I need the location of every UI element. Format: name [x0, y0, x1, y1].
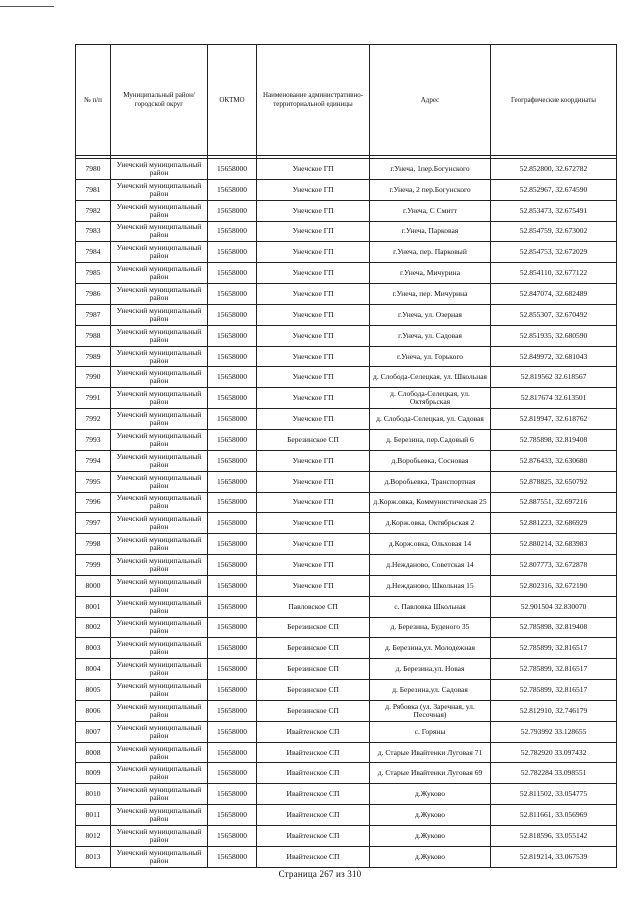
- row-number: 8008: [76, 742, 111, 763]
- table-row: [76, 409, 617, 430]
- row-number: 7997: [76, 513, 111, 534]
- row-coordinates: 52.782284 33.098551: [491, 763, 617, 784]
- row-number: 7980: [76, 159, 111, 180]
- row-address: г.Унеча, С Смитт: [370, 200, 491, 221]
- row-address: г.Унеча, ул. Горького: [370, 346, 491, 367]
- row-oktmo: 15658000: [208, 367, 257, 388]
- table-header-row: [76, 45, 617, 156]
- row-coordinates: 52.853473, 32.675491: [491, 200, 617, 221]
- row-address: д. Слобода-Селецкая, ул. Школьная: [370, 367, 491, 388]
- row-number: 7987: [76, 304, 111, 325]
- row-admin-unit: Унечское ГП: [257, 513, 370, 534]
- table-row: [76, 284, 617, 305]
- header-address: Адрес: [370, 45, 491, 156]
- table-row: [76, 575, 617, 596]
- row-address: д.Жуково: [370, 826, 491, 847]
- table-body: [76, 159, 617, 868]
- row-number: 7981: [76, 179, 111, 200]
- row-address: г.Унеча, 2 пер.Богунского: [370, 179, 491, 200]
- row-coordinates: 52.819562 32.618567: [491, 367, 617, 388]
- row-municipality: Унечский муниципальный район: [111, 409, 208, 430]
- table-row: [76, 721, 617, 742]
- row-oktmo: 15658000: [208, 805, 257, 826]
- row-address: д. Рябовка (ул. Заречная, ул. Песочная): [370, 700, 491, 721]
- row-oktmo: 15658000: [208, 846, 257, 867]
- row-admin-unit: Березинское СП: [257, 700, 370, 721]
- row-oktmo: 15658000: [208, 721, 257, 742]
- row-municipality: Унечский муниципальный район: [111, 429, 208, 450]
- row-coordinates: 52.802316, 32.672190: [491, 575, 617, 596]
- row-oktmo: 15658000: [208, 450, 257, 471]
- row-admin-unit: Унечское ГП: [257, 242, 370, 263]
- row-coordinates: 52.812910, 32.746179: [491, 700, 617, 721]
- row-number: 7983: [76, 221, 111, 242]
- row-admin-unit: Ивайтенское СП: [257, 763, 370, 784]
- header-municipality: Муниципальный район/городской округ: [111, 45, 208, 156]
- row-oktmo: 15658000: [208, 763, 257, 784]
- row-municipality: Унечский муниципальный район: [111, 555, 208, 576]
- row-address: д.Жуково: [370, 805, 491, 826]
- row-coordinates: 52.852967, 32.674590: [491, 179, 617, 200]
- row-municipality: Унечский муниципальный район: [111, 304, 208, 325]
- row-number: 7988: [76, 325, 111, 346]
- table-row: [76, 200, 617, 221]
- table-row: [76, 179, 617, 200]
- table-row: [76, 700, 617, 721]
- row-municipality: Унечский муниципальный район: [111, 492, 208, 513]
- row-number: 7996: [76, 492, 111, 513]
- row-oktmo: 15658000: [208, 575, 257, 596]
- row-coordinates: 52.880214, 32.683983: [491, 534, 617, 555]
- header-coordinates: Географические координаты: [491, 45, 617, 156]
- row-admin-unit: Ивайтенское СП: [257, 742, 370, 763]
- row-address: д. Старые Ивайтенки Луговая 71: [370, 742, 491, 763]
- row-municipality: Унечский муниципальный район: [111, 700, 208, 721]
- row-oktmo: 15658000: [208, 159, 257, 180]
- row-coordinates: 52.878825, 32.650792: [491, 471, 617, 492]
- row-coordinates: 52.819947, 32.618762: [491, 409, 617, 430]
- row-oktmo: 15658000: [208, 263, 257, 284]
- row-municipality: Унечский муниципальный район: [111, 325, 208, 346]
- row-admin-unit: Унечское ГП: [257, 471, 370, 492]
- table-row: [76, 471, 617, 492]
- row-number: 7989: [76, 346, 111, 367]
- row-coordinates: 52.811502, 33.054775: [491, 784, 617, 805]
- row-number: 8001: [76, 596, 111, 617]
- row-address: г.Унеча, Мичурина: [370, 263, 491, 284]
- registry-table: [75, 44, 617, 868]
- row-oktmo: 15658000: [208, 221, 257, 242]
- row-oktmo: 15658000: [208, 409, 257, 430]
- row-number: 7982: [76, 200, 111, 221]
- row-admin-unit: Унечское ГП: [257, 575, 370, 596]
- row-address: д. Березина,ул. Молодежная: [370, 638, 491, 659]
- row-coordinates: 52.876433, 32.630680: [491, 450, 617, 471]
- row-number: 7999: [76, 555, 111, 576]
- row-oktmo: 15658000: [208, 429, 257, 450]
- row-admin-unit: Унечское ГП: [257, 534, 370, 555]
- row-number: 8009: [76, 763, 111, 784]
- row-admin-unit: Унечское ГП: [257, 555, 370, 576]
- row-oktmo: 15658000: [208, 659, 257, 680]
- row-admin-unit: Павловское СП: [257, 596, 370, 617]
- row-coordinates: 52.854753, 32.672029: [491, 242, 617, 263]
- row-number: 8002: [76, 617, 111, 638]
- table-row: [76, 534, 617, 555]
- row-address: д.Корж.овка, Ольховая 14: [370, 534, 491, 555]
- row-oktmo: 15658000: [208, 742, 257, 763]
- table-row: [76, 826, 617, 847]
- row-oktmo: 15658000: [208, 784, 257, 805]
- row-address: г.Унеча, ул. Озерная: [370, 304, 491, 325]
- row-municipality: Унечский муниципальный район: [111, 742, 208, 763]
- row-coordinates: 52.881223, 32.686929: [491, 513, 617, 534]
- row-number: 8012: [76, 826, 111, 847]
- row-oktmo: 15658000: [208, 179, 257, 200]
- row-admin-unit: Ивайтенское СП: [257, 721, 370, 742]
- row-address: д. Березина,ул. Садовая: [370, 680, 491, 701]
- row-municipality: Унечский муниципальный район: [111, 221, 208, 242]
- table-row: [76, 429, 617, 450]
- table-row: [76, 805, 617, 826]
- row-oktmo: 15658000: [208, 471, 257, 492]
- row-oktmo: 15658000: [208, 325, 257, 346]
- row-municipality: Унечский муниципальный район: [111, 388, 208, 409]
- row-municipality: Унечский муниципальный район: [111, 346, 208, 367]
- row-admin-unit: Унечское ГП: [257, 409, 370, 430]
- table-row: [76, 450, 617, 471]
- row-number: 8000: [76, 575, 111, 596]
- row-address: д.Жуково: [370, 784, 491, 805]
- row-admin-unit: Унечское ГП: [257, 346, 370, 367]
- row-coordinates: 52.887551, 32.697216: [491, 492, 617, 513]
- row-coordinates: 52.854110, 32.677122: [491, 263, 617, 284]
- row-admin-unit: Ивайтенское СП: [257, 826, 370, 847]
- row-oktmo: 15658000: [208, 388, 257, 409]
- row-address: д.Корж.овка, Октябрьская 2: [370, 513, 491, 534]
- row-municipality: Унечский муниципальный район: [111, 617, 208, 638]
- table-row: [76, 638, 617, 659]
- table-row: [76, 263, 617, 284]
- table-row: [76, 492, 617, 513]
- row-address: г.Унеча, ул. Садовая: [370, 325, 491, 346]
- table-row: [76, 513, 617, 534]
- row-oktmo: 15658000: [208, 596, 257, 617]
- row-address: д. Слобода-Селецкая, ул. Октябрьская: [370, 388, 491, 409]
- table-row: [76, 159, 617, 180]
- header-admin-unit: Наименование административно-территориальной единицы: [257, 45, 370, 156]
- row-number: 7984: [76, 242, 111, 263]
- row-coordinates: 52.818596, 33.055142: [491, 826, 617, 847]
- row-address: д.Воробьевка, Сосновая: [370, 450, 491, 471]
- row-oktmo: 15658000: [208, 346, 257, 367]
- row-address: д. Березина,ул. Новая: [370, 659, 491, 680]
- row-coordinates: 52.819214, 33.067539: [491, 846, 617, 867]
- row-oktmo: 15658000: [208, 680, 257, 701]
- row-oktmo: 15658000: [208, 200, 257, 221]
- row-number: 7991: [76, 388, 111, 409]
- row-admin-unit: Березинское СП: [257, 680, 370, 701]
- row-number: 8004: [76, 659, 111, 680]
- row-municipality: Унечский муниципальный район: [111, 659, 208, 680]
- row-coordinates: 52.854759, 32.673002: [491, 221, 617, 242]
- table-row: [76, 846, 617, 867]
- row-coordinates: 52.852800, 32.672782: [491, 159, 617, 180]
- row-address: д. Березина, Буденого 35: [370, 617, 491, 638]
- row-number: 7985: [76, 263, 111, 284]
- row-number: 8013: [76, 846, 111, 867]
- row-coordinates: 52.847074, 32.682489: [491, 284, 617, 305]
- row-municipality: Унечский муниципальный район: [111, 242, 208, 263]
- table-row: [76, 242, 617, 263]
- row-municipality: Унечский муниципальный район: [111, 805, 208, 826]
- row-municipality: Унечский муниципальный район: [111, 284, 208, 305]
- row-address: с. Горяны: [370, 721, 491, 742]
- row-number: 8003: [76, 638, 111, 659]
- row-oktmo: 15658000: [208, 617, 257, 638]
- table-row: [76, 388, 617, 409]
- row-municipality: Унечский муниципальный район: [111, 596, 208, 617]
- row-admin-unit: Березинское СП: [257, 429, 370, 450]
- table-row: [76, 617, 617, 638]
- row-admin-unit: Березинское СП: [257, 617, 370, 638]
- row-admin-unit: Унечское ГП: [257, 492, 370, 513]
- row-admin-unit: Унечское ГП: [257, 221, 370, 242]
- row-municipality: Унечский муниципальный район: [111, 721, 208, 742]
- row-municipality: Унечский муниципальный район: [111, 367, 208, 388]
- row-number: 7998: [76, 534, 111, 555]
- row-admin-unit: Ивайтенское СП: [257, 784, 370, 805]
- row-coordinates: 52.785899, 32.816517: [491, 659, 617, 680]
- row-address: д. Слобода-Селецкая, ул. Садовая: [370, 409, 491, 430]
- row-municipality: Унечский муниципальный район: [111, 575, 208, 596]
- row-oktmo: 15658000: [208, 638, 257, 659]
- row-municipality: Унечский муниципальный район: [111, 263, 208, 284]
- row-number: 8006: [76, 700, 111, 721]
- row-address: г.Унеча, Парковая: [370, 221, 491, 242]
- row-coordinates: 52.782920 33.097432: [491, 742, 617, 763]
- row-coordinates: 52.849972, 32.681043: [491, 346, 617, 367]
- row-admin-unit: Березинское СП: [257, 638, 370, 659]
- row-admin-unit: Унечское ГП: [257, 325, 370, 346]
- row-admin-unit: Унечское ГП: [257, 450, 370, 471]
- row-municipality: Унечский муниципальный район: [111, 534, 208, 555]
- row-coordinates: 52.851935, 32.680590: [491, 325, 617, 346]
- table-row: [76, 325, 617, 346]
- row-coordinates: 52.807773, 32.672878: [491, 555, 617, 576]
- row-admin-unit: Унечское ГП: [257, 159, 370, 180]
- row-number: 7990: [76, 367, 111, 388]
- row-admin-unit: Унечское ГП: [257, 179, 370, 200]
- table-row: [76, 367, 617, 388]
- row-coordinates: 52.811661, 33.056969: [491, 805, 617, 826]
- row-municipality: Унечский муниципальный район: [111, 471, 208, 492]
- row-municipality: Унечский муниципальный район: [111, 450, 208, 471]
- row-address: г.Унеча, пер. Мичурина: [370, 284, 491, 305]
- row-municipality: Унечский муниципальный район: [111, 826, 208, 847]
- row-address: д.Корж.овка, Коммунистическая 25: [370, 492, 491, 513]
- row-admin-unit: Унечское ГП: [257, 388, 370, 409]
- header-oktmo: ОКТМО: [208, 45, 257, 156]
- row-municipality: Унечский муниципальный район: [111, 763, 208, 784]
- row-address: г.Унеча, 1пер.Богунского: [370, 159, 491, 180]
- table-row: [76, 596, 617, 617]
- row-admin-unit: Унечское ГП: [257, 200, 370, 221]
- row-address: д.Нежданово, Советская 14: [370, 555, 491, 576]
- table-row: [76, 304, 617, 325]
- header-number: № п/п: [76, 45, 111, 156]
- row-oktmo: 15658000: [208, 242, 257, 263]
- row-oktmo: 15658000: [208, 492, 257, 513]
- row-municipality: Унечский муниципальный район: [111, 179, 208, 200]
- row-number: 7994: [76, 450, 111, 471]
- row-admin-unit: Ивайтенское СП: [257, 805, 370, 826]
- row-oktmo: 15658000: [208, 304, 257, 325]
- row-municipality: Унечский муниципальный район: [111, 159, 208, 180]
- row-address: д. Березина, пер.Садовый 6: [370, 429, 491, 450]
- row-municipality: Унечский муниципальный район: [111, 784, 208, 805]
- row-address: д. Старые Ивайтенки Луговая 69: [370, 763, 491, 784]
- row-address: с. Павловка Школьная: [370, 596, 491, 617]
- row-address: д.Жуково: [370, 846, 491, 867]
- table-row: [76, 555, 617, 576]
- row-coordinates: 52.785899, 32.816517: [491, 680, 617, 701]
- row-admin-unit: Унечское ГП: [257, 367, 370, 388]
- row-municipality: Унечский муниципальный район: [111, 680, 208, 701]
- row-oktmo: 15658000: [208, 513, 257, 534]
- row-oktmo: 15658000: [208, 534, 257, 555]
- row-municipality: Унечский муниципальный район: [111, 846, 208, 867]
- row-number: 8007: [76, 721, 111, 742]
- row-number: 7992: [76, 409, 111, 430]
- row-admin-unit: Унечское ГП: [257, 284, 370, 305]
- row-admin-unit: Ивайтенское СП: [257, 846, 370, 867]
- row-municipality: Унечский муниципальный район: [111, 638, 208, 659]
- table-row: [76, 763, 617, 784]
- row-admin-unit: Унечское ГП: [257, 263, 370, 284]
- row-address: г.Унеча, пер. Парковый: [370, 242, 491, 263]
- row-municipality: Унечский муниципальный район: [111, 513, 208, 534]
- row-coordinates: 52.901504 32.830070: [491, 596, 617, 617]
- table-row: [76, 659, 617, 680]
- table-row: [76, 742, 617, 763]
- row-admin-unit: Унечское ГП: [257, 304, 370, 325]
- row-address: д.Нежданово, Школьная 15: [370, 575, 491, 596]
- table-row: [76, 221, 617, 242]
- row-oktmo: 15658000: [208, 826, 257, 847]
- row-oktmo: 15658000: [208, 555, 257, 576]
- row-coordinates: 52.785898, 32.819408: [491, 617, 617, 638]
- row-number: 7995: [76, 471, 111, 492]
- row-coordinates: 52.793992 33.128655: [491, 721, 617, 742]
- row-coordinates: 52.817674 32.613501: [491, 388, 617, 409]
- row-number: 8010: [76, 784, 111, 805]
- row-coordinates: 52.855307, 32.670492: [491, 304, 617, 325]
- row-address: д.Воробьевка, Транспортная: [370, 471, 491, 492]
- row-coordinates: 52.785899, 32.816517: [491, 638, 617, 659]
- table-row: [76, 784, 617, 805]
- row-number: 8005: [76, 680, 111, 701]
- row-oktmo: 15658000: [208, 700, 257, 721]
- row-oktmo: 15658000: [208, 284, 257, 305]
- row-number: 7986: [76, 284, 111, 305]
- row-number: 8011: [76, 805, 111, 826]
- page-footer: Страница 267 из 310: [278, 869, 362, 879]
- page-corner-line: [0, 6, 54, 7]
- table-row: [76, 680, 617, 701]
- row-number: 7993: [76, 429, 111, 450]
- row-admin-unit: Березинское СП: [257, 659, 370, 680]
- table-row: [76, 346, 617, 367]
- row-municipality: Унечский муниципальный район: [111, 200, 208, 221]
- row-coordinates: 52.785898, 32.819408: [491, 429, 617, 450]
